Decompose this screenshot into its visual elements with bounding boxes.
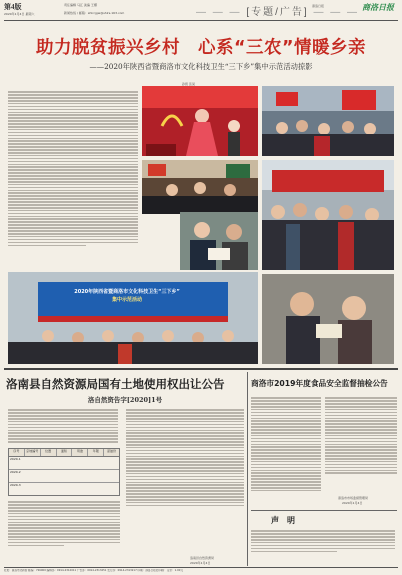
land-notice-subtitle: 洛自然资告字[2020]1号 [87, 396, 163, 404]
issue-date: 2020年1月4日 星期六 [4, 12, 35, 16]
land-notice-title: 洛南县自然资源局国有土地使用权出让公告 [6, 377, 225, 391]
photo-event-banner-crowd [262, 160, 394, 270]
main-headline: 助力脱贫振兴乡村 心系“三农”情暖乡亲 [35, 38, 366, 58]
table-header-cell: 面积 [57, 449, 73, 456]
statement-text [251, 529, 395, 553]
stage-banner-title: 2020年陕西省暨商洛市文化科技卫生“三下乡” [74, 289, 180, 295]
table-header-cell: 年限 [88, 449, 104, 456]
land-notice-date: 2020年1月4日 [190, 561, 211, 565]
photo-main-stage [8, 272, 258, 364]
photo-indoor-exhibit [142, 160, 258, 214]
article-text-left [8, 90, 138, 247]
land-notice-text-a [8, 408, 118, 444]
table-header-cell: 序号 [9, 449, 25, 456]
land-notice-text-b [8, 500, 120, 548]
statement-title: 声 明 [271, 515, 295, 525]
photo-medical-consult [180, 212, 258, 270]
sub-headline: ——2020年陕西省暨商洛市文化科技卫生“三下乡”集中示范活动掠影 [89, 62, 313, 71]
food-notice-date: 2020年1月4日 [342, 501, 363, 505]
table-cell: 2020-1 [10, 457, 21, 461]
section-divider [4, 368, 398, 370]
food-notice-title: 商洛市2019年度食品安全监督抽检公告 [251, 379, 388, 388]
email-line: 新闻热线 / 邮箱：shlrcjgw@shlrs.163.com [64, 11, 125, 15]
table-cell: 2020-2 [10, 470, 21, 474]
table-cell: 2020-3 [10, 483, 21, 487]
table-row [9, 457, 119, 470]
page-header [0, 0, 402, 26]
land-notice-text-c [126, 408, 244, 508]
land-notice-signoff: 洛南县自然资源局 [190, 556, 215, 560]
page-number: 第4版 [4, 3, 22, 11]
section-banner: — — — [专题/广告] — — — [196, 7, 360, 18]
right-meta: 商洛日报 [312, 4, 325, 8]
photo-crowd-flags [262, 86, 394, 156]
table-header-cell: 用途 [72, 449, 88, 456]
land-parcel-table [8, 448, 120, 496]
food-notice-text-b [325, 396, 397, 475]
editor-line: 责任编辑 马江 美编 王娜 [64, 3, 97, 7]
masthead-logo: 商洛日报 [362, 3, 394, 12]
table-header-cell: 起始价 [107, 449, 117, 453]
header-rule [4, 20, 398, 21]
statement-box [251, 510, 397, 565]
food-notice-text-a [251, 396, 321, 493]
table-header-cell: 位置 [41, 449, 57, 456]
table-row [9, 483, 119, 495]
table-header-row [9, 449, 119, 457]
column-divider [247, 372, 248, 566]
photo-stage-performance [142, 86, 258, 156]
photo-elderly-villager [262, 274, 394, 364]
table-row [9, 470, 119, 483]
stage-banner-subtitle: 集中示范活动 [111, 297, 142, 303]
footer-info: 社址：商洛市北新街 邮编：726000 编辑部：0914-2312011 广告部：0914-2313251 发行部：0914-2313217 印刷：商洛日报社印刷厂 定价：1.00元 [4, 569, 184, 572]
food-notice-signoff: 商洛市市场监督管理局 [338, 496, 369, 500]
footer-rule [4, 567, 398, 568]
table-header-cell: 宗地编号 [25, 449, 41, 456]
byline: 孙毅 张昊 [182, 82, 195, 86]
